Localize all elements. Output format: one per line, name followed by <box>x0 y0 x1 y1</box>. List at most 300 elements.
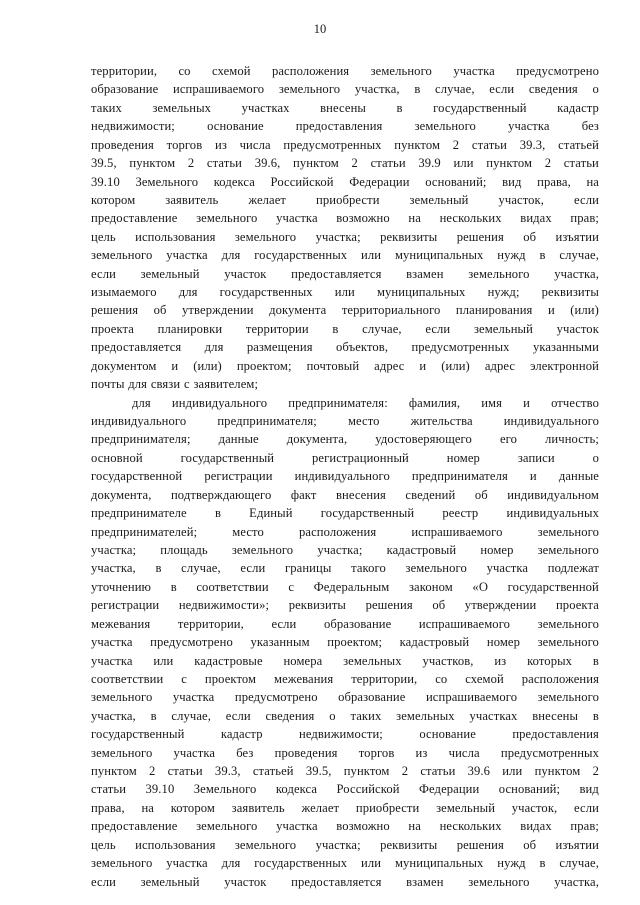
word: случае, <box>171 708 211 723</box>
text-line <box>91 265 599 283</box>
word: расположения <box>299 524 377 539</box>
word: из <box>494 653 507 668</box>
word: статьи <box>471 137 507 152</box>
word: Федерации <box>349 174 410 189</box>
word: на <box>408 819 421 834</box>
word: земельного <box>196 211 258 226</box>
word: участок, <box>511 800 558 815</box>
word: Единый <box>249 506 293 521</box>
word: на <box>141 800 154 815</box>
word: место <box>232 524 264 539</box>
text-line <box>91 670 599 688</box>
word: земельного <box>468 874 530 889</box>
word: внесены <box>320 100 366 115</box>
word: участка; <box>315 837 361 852</box>
word: предусмотрено <box>234 690 318 705</box>
word: или <box>361 248 382 263</box>
word: индивидуального <box>91 414 187 429</box>
word: земельного <box>91 248 153 263</box>
word: кадастр <box>220 727 263 742</box>
word: случае, <box>559 856 599 871</box>
word: электронной <box>530 358 599 373</box>
word: регистрации <box>204 469 273 484</box>
word: территории, <box>351 671 418 686</box>
word: земельного <box>234 837 297 852</box>
text-line <box>91 62 599 80</box>
word: 2 <box>187 156 195 171</box>
word: указанными <box>532 340 599 355</box>
text-line <box>91 173 599 191</box>
word: межевания <box>274 671 334 686</box>
word: кадастровый <box>386 542 457 557</box>
word: участок <box>224 266 267 281</box>
word: подтверждающего <box>170 487 272 502</box>
word: земельного <box>537 635 599 650</box>
page-number: 10 <box>313 22 327 36</box>
text-line <box>91 430 599 448</box>
word: прав; <box>570 819 599 834</box>
word: Российской <box>336 782 400 797</box>
word: участка <box>91 653 133 668</box>
word: такого <box>351 561 386 576</box>
word: торгов <box>358 745 395 760</box>
word: удостоверяющего <box>375 432 472 447</box>
word: земельного <box>414 119 476 134</box>
word: статьи <box>420 764 456 779</box>
word: если <box>91 266 116 281</box>
word: котором <box>170 800 215 815</box>
word: объектов, <box>336 340 389 355</box>
word: и <box>523 395 530 410</box>
word: кодекса <box>275 782 318 797</box>
word: оснований; <box>425 174 487 189</box>
word: статьи <box>91 782 127 797</box>
word: государственный <box>320 506 415 521</box>
word: в <box>332 321 339 336</box>
word: об <box>523 837 537 852</box>
word: планировки <box>157 321 223 336</box>
word: 2 <box>592 764 599 779</box>
word: номер <box>446 450 480 465</box>
word: если <box>271 616 297 631</box>
word: данные <box>218 432 259 447</box>
text-line <box>91 744 599 762</box>
word: случае, <box>435 82 475 97</box>
word: о <box>592 82 599 97</box>
word: соответствии <box>91 671 164 686</box>
word: статьи <box>563 156 599 171</box>
word: для <box>221 856 241 871</box>
word: образование <box>338 690 406 705</box>
word: 39.6, <box>254 156 281 171</box>
word: пунктом <box>534 764 581 779</box>
word: и <box>529 469 537 484</box>
text-line <box>91 688 599 706</box>
word: участка; <box>317 542 363 557</box>
word: числа <box>239 137 271 152</box>
word: почтовый <box>306 358 360 373</box>
text-line <box>91 725 599 743</box>
word: основной <box>91 450 143 465</box>
word: вид <box>502 174 522 189</box>
word: индивидуальном <box>507 487 599 502</box>
word: реквизиты <box>541 285 599 300</box>
word: участка, <box>554 266 599 281</box>
text-line <box>91 817 599 835</box>
text-line <box>91 578 599 596</box>
word: цель <box>91 229 116 244</box>
word: сведений <box>405 487 456 502</box>
word: предпринимателя; <box>217 414 317 429</box>
word: предоставление <box>91 211 178 226</box>
text-line <box>91 283 599 301</box>
word: об <box>523 229 537 244</box>
word: земельного <box>537 690 599 705</box>
word: в <box>414 82 421 97</box>
text-line <box>91 780 599 798</box>
word: статьи <box>370 156 406 171</box>
word: видах <box>520 819 552 834</box>
word: статьи <box>206 156 243 171</box>
word: с <box>288 579 295 594</box>
word: документа <box>269 303 327 318</box>
word: решения <box>456 837 504 852</box>
word: в <box>396 100 403 115</box>
word: недвижимости; <box>299 727 383 742</box>
word: пунктом <box>394 137 441 152</box>
word: внесены <box>532 708 579 723</box>
word: земельного <box>370 64 432 78</box>
text-line <box>91 117 599 135</box>
text-line <box>91 873 599 891</box>
word: 2 <box>452 137 460 152</box>
word: если <box>574 192 599 207</box>
word: земельный <box>409 192 469 207</box>
word: для <box>221 248 241 263</box>
word: о <box>592 450 599 465</box>
word: в <box>170 579 177 594</box>
word: статьей <box>252 764 294 779</box>
word: в <box>539 248 546 263</box>
word: если <box>240 561 266 576</box>
word: предоставляется <box>91 340 182 355</box>
word: на <box>586 174 599 189</box>
word: заявитель <box>165 192 219 207</box>
word: недвижимости; <box>91 119 175 134</box>
word: таких <box>91 100 122 115</box>
word: использования <box>135 837 216 852</box>
word: личность; <box>545 432 599 447</box>
word: участках <box>241 100 290 115</box>
word: и <box>419 358 427 373</box>
word: соответствии <box>196 579 269 594</box>
word: нескольких <box>439 819 502 834</box>
word: в <box>155 561 162 576</box>
word: указанным <box>250 635 310 650</box>
word: почты <box>91 377 125 392</box>
word: проведения <box>91 137 154 152</box>
word: документа, <box>286 432 348 447</box>
word: данные <box>558 469 599 484</box>
word: расположения <box>521 671 599 686</box>
text-line <box>91 99 599 117</box>
word: и <box>171 358 179 373</box>
word: участка <box>508 119 550 134</box>
word: участка <box>173 745 216 760</box>
word: (или) <box>570 303 599 318</box>
word: номера <box>283 653 323 668</box>
word: 39.5, <box>305 764 332 779</box>
word: индивидуальных <box>506 506 599 521</box>
document-body <box>91 62 599 891</box>
word: для <box>128 377 148 392</box>
word: таких <box>350 708 382 723</box>
word: предусмотренных <box>411 340 510 355</box>
word: предоставления <box>295 119 383 134</box>
word: Земельного <box>193 782 257 797</box>
word: индивидуального <box>503 414 599 429</box>
word: территории <box>245 321 309 336</box>
word: со <box>178 64 191 78</box>
word: статьей <box>558 137 599 152</box>
word: участка <box>453 64 495 78</box>
text-line <box>91 633 599 651</box>
word: индивидуального <box>171 395 268 410</box>
word: об <box>474 487 488 502</box>
word: законом <box>408 579 453 594</box>
word: участка, <box>91 708 136 723</box>
word: изымаемого <box>91 285 157 300</box>
word: государственный <box>433 100 527 115</box>
word: кадастровые <box>194 653 263 668</box>
word: границы <box>284 561 332 576</box>
word: «О <box>472 579 489 594</box>
text-line <box>91 836 599 854</box>
word: фамилия, <box>408 395 461 410</box>
word: участка; <box>315 229 361 244</box>
word: проектом <box>204 671 257 686</box>
word: связи <box>150 377 181 392</box>
word: основание <box>419 727 476 742</box>
word: участка <box>166 248 208 263</box>
text-line <box>91 615 599 633</box>
text-line <box>91 652 599 670</box>
word: схемой <box>211 64 251 78</box>
word: образование <box>91 82 159 97</box>
word: предпринимателей; <box>91 524 198 539</box>
word: документа, <box>91 487 152 502</box>
word: которых <box>527 653 573 668</box>
word: участка, <box>354 82 400 97</box>
word: государственных <box>254 856 348 871</box>
word: государственный <box>91 727 185 742</box>
word: 39.6 <box>467 764 491 779</box>
text-line <box>91 707 599 725</box>
word: образование <box>323 616 392 631</box>
word: проекта <box>555 598 599 613</box>
word: утверждении <box>182 303 254 318</box>
word: видах <box>520 211 552 226</box>
word: пунктом <box>91 764 137 779</box>
word: предпринимателя: <box>288 395 388 410</box>
word: номер <box>486 635 521 650</box>
word: для <box>132 395 151 410</box>
word: проекта <box>91 321 134 336</box>
word: Федерации <box>418 782 480 797</box>
word: земельного <box>91 745 153 760</box>
word: Федеральным <box>313 579 390 594</box>
word: записи <box>517 450 555 465</box>
word: предоставляется <box>291 874 382 889</box>
word: земельного <box>231 542 294 557</box>
text-line <box>91 320 599 338</box>
word: (или) <box>441 358 470 373</box>
word: права, <box>537 174 571 189</box>
word: кадастр <box>557 100 599 115</box>
word: нескольких <box>439 211 502 226</box>
text-line <box>91 541 599 559</box>
word: числа <box>448 745 480 760</box>
word: предпринимателя <box>411 469 508 484</box>
word: государственной <box>91 469 183 484</box>
word: изъятии <box>555 229 599 244</box>
word: участка <box>486 561 529 576</box>
word: земельный <box>436 800 496 815</box>
word: желает <box>301 800 340 815</box>
text-line <box>91 596 599 614</box>
word: земельный <box>473 321 533 336</box>
word: земельных <box>152 100 212 115</box>
word: территории, <box>177 616 244 631</box>
word: случае, <box>559 248 599 263</box>
word: цель <box>91 837 116 852</box>
word: утверждении <box>464 598 537 613</box>
word: внесения <box>335 487 386 502</box>
word: реквизиты <box>380 837 438 852</box>
word: 39.9 <box>418 156 441 171</box>
word: пунктом <box>129 156 176 171</box>
word: 39.10 <box>91 174 120 189</box>
word: 39.5, <box>91 156 117 171</box>
text-line <box>91 209 599 227</box>
word: сведения <box>528 82 578 97</box>
word: в <box>592 708 599 723</box>
word: участка, <box>91 561 136 576</box>
word: индивидуального <box>294 469 390 484</box>
word: сведения <box>265 708 315 723</box>
word: муниципальных <box>394 248 484 263</box>
word: о <box>329 708 336 723</box>
word: земельного <box>278 82 341 97</box>
word: решения <box>91 303 139 318</box>
word: взамен <box>406 266 444 281</box>
word: подлежат <box>547 561 599 576</box>
word: участка <box>166 856 208 871</box>
word: участок <box>556 321 599 336</box>
word: пунктом <box>293 156 339 171</box>
word: 39.3, <box>519 137 546 152</box>
word: земельного <box>196 819 258 834</box>
text-line <box>91 228 599 246</box>
word: адрес <box>374 358 405 373</box>
word: пунктом <box>486 156 533 171</box>
word: участка <box>276 211 318 226</box>
word: территории, <box>91 64 158 78</box>
word: государственных <box>254 248 348 263</box>
word: для <box>204 340 224 355</box>
word: государственной <box>507 579 599 594</box>
word: имя <box>481 395 503 410</box>
word: кадастровый <box>399 635 470 650</box>
word: отчество <box>551 395 599 410</box>
word: на <box>408 211 421 226</box>
word: проведения <box>274 745 338 760</box>
text-line <box>91 357 599 375</box>
word: в <box>539 856 546 871</box>
text-line <box>91 375 599 393</box>
word: 39.10 <box>145 782 175 797</box>
word: торгов <box>166 137 203 152</box>
word: испрашиваемого <box>173 82 265 97</box>
paragraph-first-line <box>91 394 599 412</box>
text-line <box>91 412 599 430</box>
word: реестр <box>442 506 479 521</box>
word: если <box>574 800 599 815</box>
word: факт <box>290 487 317 502</box>
word: земельных <box>396 708 455 723</box>
word: и <box>547 303 555 318</box>
word: нужд <box>497 856 526 871</box>
word: в <box>214 506 221 521</box>
word: испрашиваемого <box>418 616 511 631</box>
word: или <box>453 156 474 171</box>
word: использования <box>135 229 216 244</box>
word: земельного <box>234 229 297 244</box>
word: об <box>153 303 167 318</box>
word: решения <box>365 598 413 613</box>
word: адрес <box>484 358 516 373</box>
word: предоставляется <box>291 266 382 281</box>
word: муниципальных <box>376 285 466 300</box>
word: государственный <box>180 450 275 465</box>
word: статьи <box>167 764 203 779</box>
word: желает <box>248 192 287 207</box>
word: кодекса <box>213 174 255 189</box>
word: уточнению <box>91 579 152 594</box>
word: земельный <box>140 874 200 889</box>
word: реквизиты <box>288 598 346 613</box>
word: участка <box>91 635 133 650</box>
word: без <box>236 745 254 760</box>
word: основание <box>207 119 264 134</box>
text-line <box>91 799 599 817</box>
word: со <box>435 671 448 686</box>
word: предусмотренных <box>283 137 382 152</box>
word: или <box>334 285 355 300</box>
word: взамен <box>406 874 444 889</box>
word: земельного <box>537 542 599 557</box>
word: 2 <box>401 764 409 779</box>
word: жительства <box>410 414 473 429</box>
word: межевания <box>91 616 151 631</box>
word: регистрации <box>91 598 160 613</box>
word: без <box>581 119 599 134</box>
text-line <box>91 449 599 467</box>
word: или <box>361 856 382 871</box>
text-line <box>91 762 599 780</box>
word: заявителем; <box>193 377 259 392</box>
text-line <box>91 486 599 504</box>
